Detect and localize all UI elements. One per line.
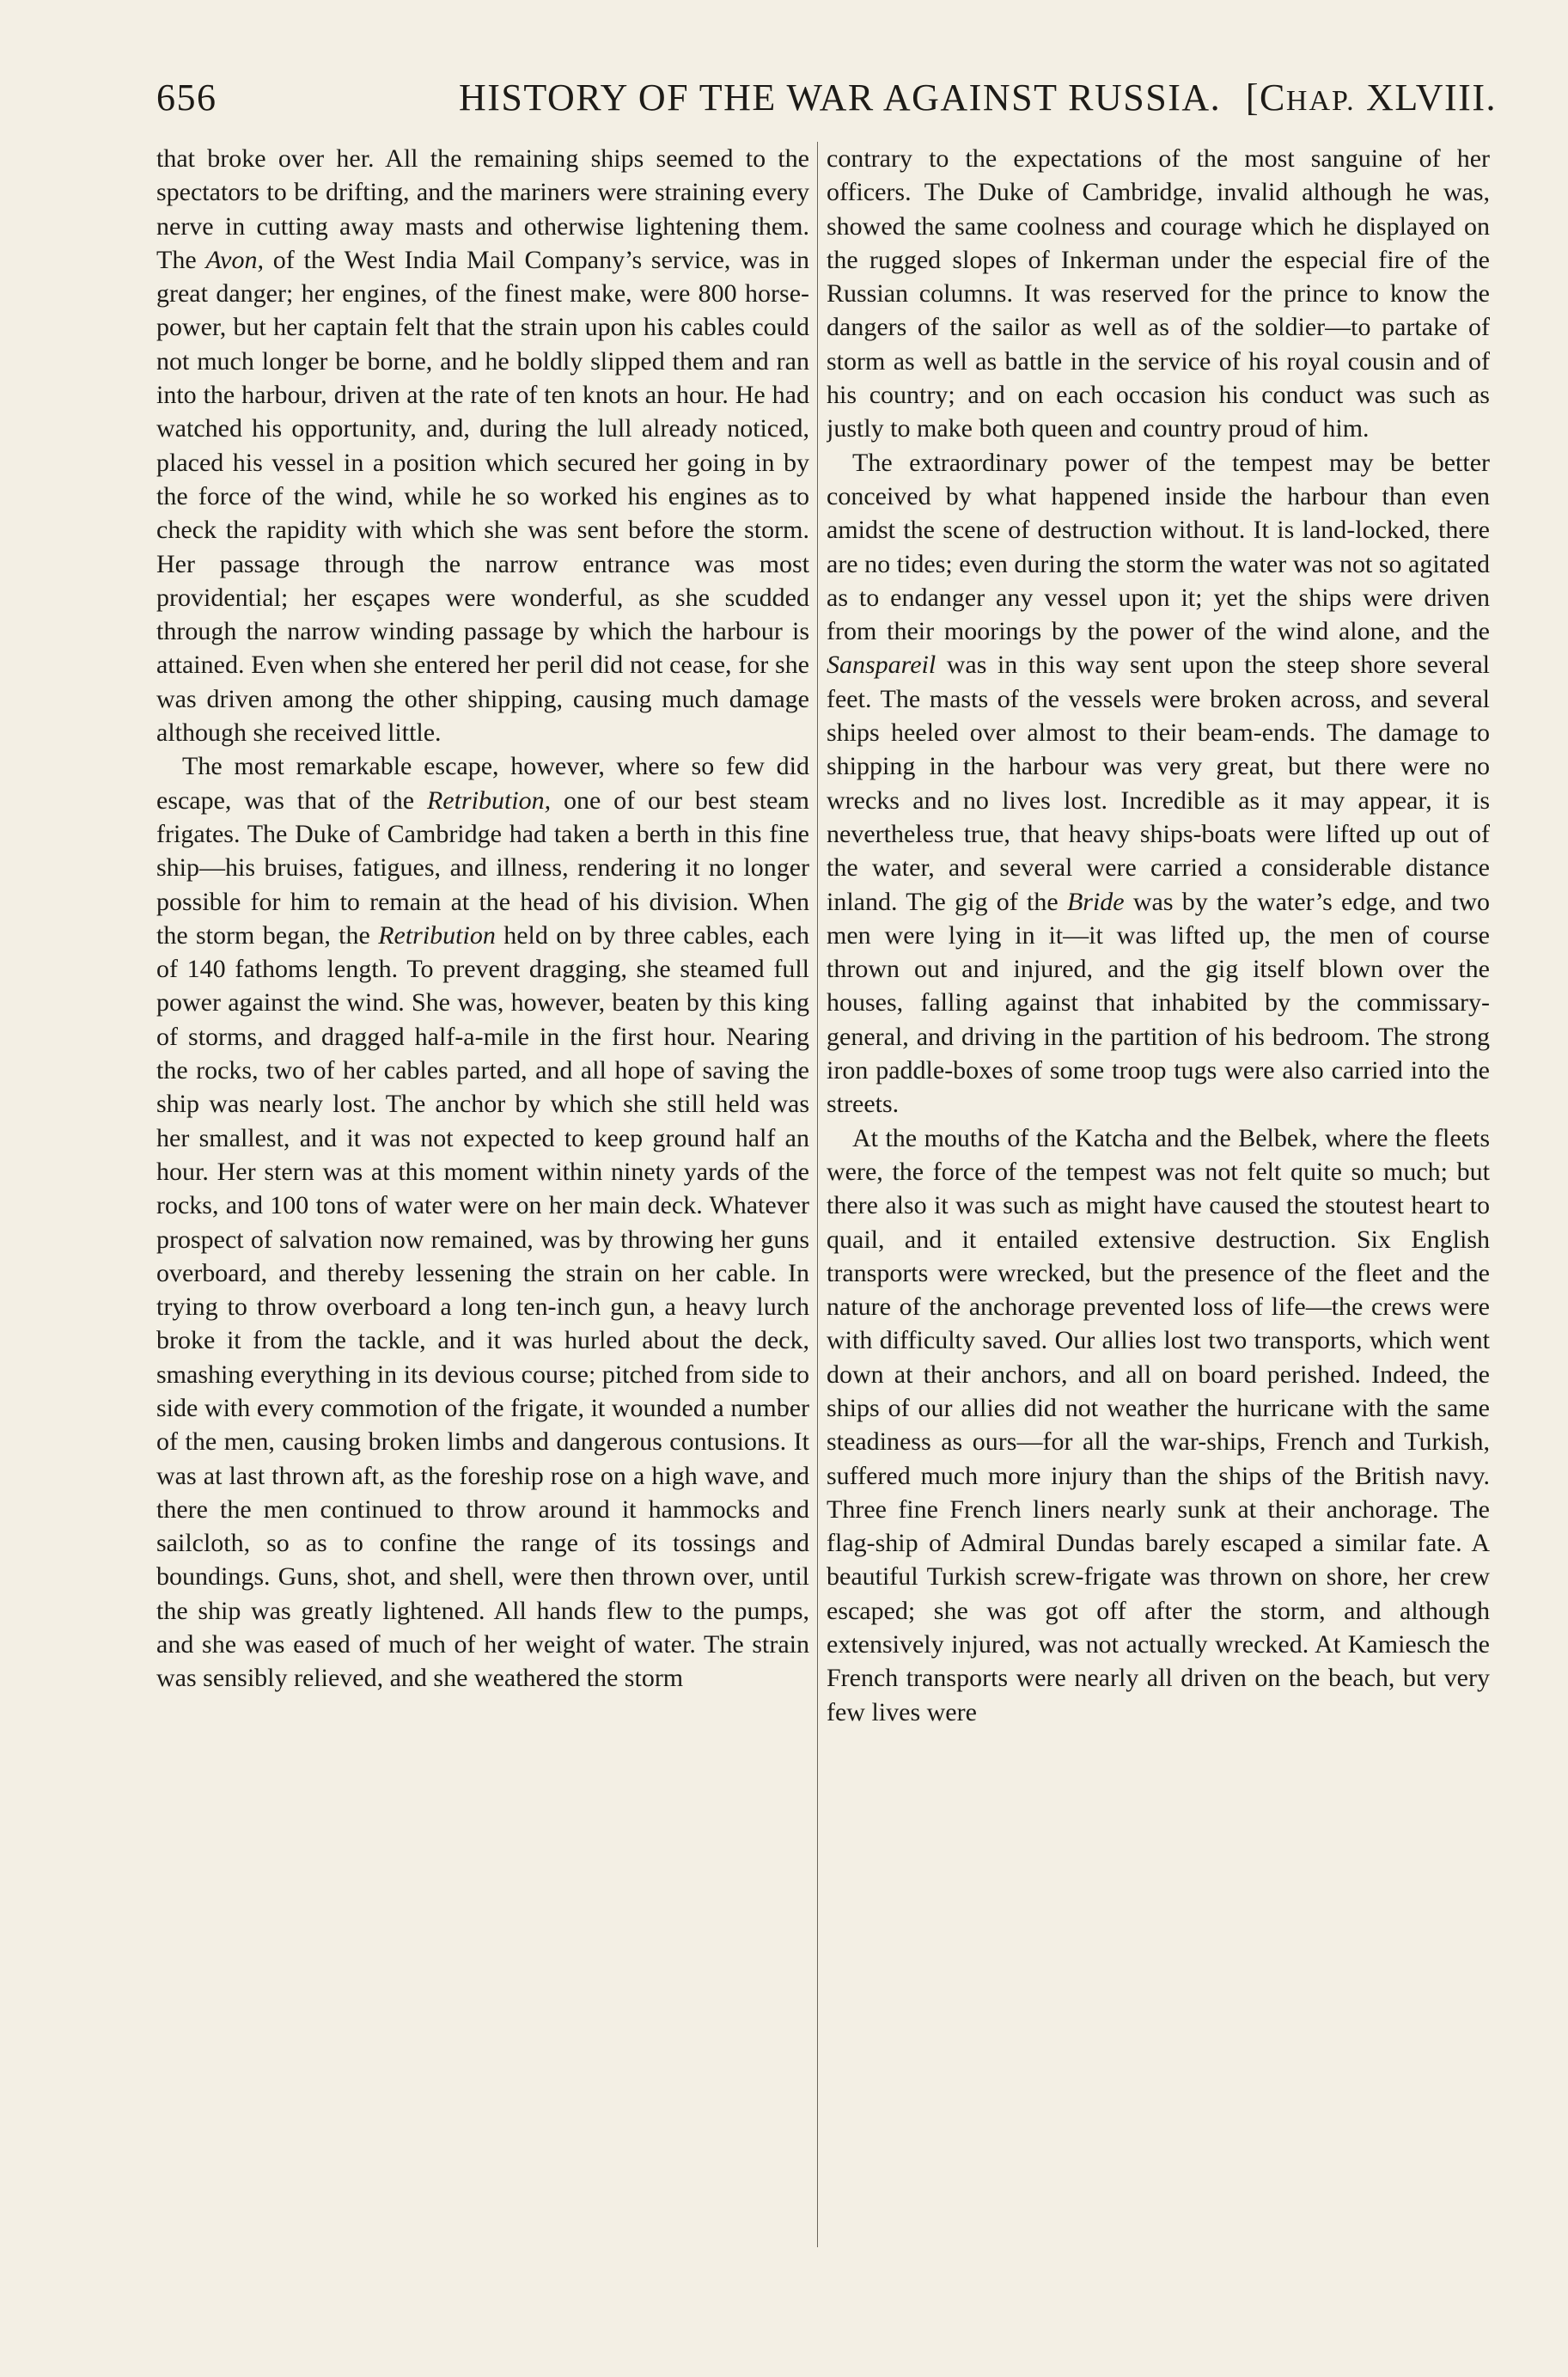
paragraph: that broke over her. All the remaining ships seemed to the spectators to be drifting, and the mariners were straining every nerve in cutting away masts and otherwise lightening them. The Avon, of the West India Mail Company’s service, was in great danger; her engines, of the finest make, were 800 horse-power, but her captain felt that the strain upon his cables could not much longer be borne, and he boldly slipped them and ran into the harbour, driven at the rate of ten knots an hour. He had watched his opportunity, and, during the lull already noticed, placed his vessel in a position which secured her going in by the force of the wind, while he so worked his engines as to check the rapidity with which she was sent before the storm. Her passage through the narrow entrance was most providential; her esçapes were wonderful, as she scudded through the narrow winding passage by which the harbour is attained. Even when she entered her peril did not cease, for she was driven among the other shipping, causing much damage although she received little. — [156, 144, 809, 748]
ship-name: Retribution — [378, 920, 496, 950]
chapter-number: XLVIII. — [1366, 76, 1497, 119]
paragraph: contrary to the expectations of the most sanguine of her officers. The Duke of Cambridge, invalid although he was, showed the same coolness and courage which he displayed on the rugged slopes of Inkerman under the especial fire of the Russian columns. It was reserved for the prince to know the dangers of the sailor as well as of the soldier—to partake of storm as well as battle in the service of his royal cousin and of his country; and on each occasion his conduct was such as justly to make both queen and country proud of him. — [827, 144, 1490, 443]
ship-name: Bride — [1066, 887, 1125, 916]
column-divider — [817, 142, 818, 2247]
page-number: 656 — [156, 76, 217, 119]
running-title: HISTORY OF THE WAR AGAINST RUSSIA. — [459, 76, 1222, 119]
paragraph: The most remarkable escape, however, where so few did escape, was that of the Retribution, one of our best steam frigates. The Duke of Cambridge had taken a berth in this fine ship—his bruises, fatigues, and illness, rendering it no longer possible for him to remain at the head of his division. When the storm began, the Retribution held on by three cables, each of 140 fathoms length. To prevent dragging, she steamed full power against the wind. She was, however, beaten by this king of storms, and dragged half-a-mile in the first hour. Nearing the rocks, two of her cables parted, and all hope of saving the ship was nearly lost. The anchor by which she still held was her smallest, and it was not expected to keep ground half an hour. Her stern was at this moment within ninety yards of the rocks, and 100 tons of water were on her main deck. Whatever prospect of salvation now remained, was by throwing her guns overboard, and thereby lessening the strain on her cable. In trying to throw overboard a long ten-inch gun, a heavy lurch broke it from the tackle, and it was hurled about the deck, smashing everything in its devious course; pitched from side to side with every commotion of the frigate, it wounded a number of the men, causing broken limbs and dangerous contusions. It was at last thrown aft, as the foreship rose on a high wave, and there the men continued to throw around it hammocks and sailcloth, so as to confine the range of its tossings and boundings. Guns, shot, and shell, were then thrown over, until the ship was greatly lightened. All hands flew to the pumps, and she was eased of much of her weight of water. The strain was sensibly relieved, and she weathered the storm — [156, 752, 809, 1693]
paragraph: The extraordinary power of the tempest may be better conceived by what happened inside the harbour than even amidst the scene of destruction without. It is land-locked, there are no tides; even during the storm the water was not so agitated as to endanger any vessel upon it; yet the ships were driven from their moorings by the power of the wind alone, and the Sanspareil was in this way sent upon the steep shore several feet. The masts of the vessels were broken across, and several ships heeled over almost to their beam-ends. The damage to shipping in the harbour was very great, but there were no wrecks and no lives lost. Incredible as it may appear, it is nevertheless true, that heavy ships-boats were lifted up out of the water, and several were carried a considerable distance inland. The gig of the Bride was by the water’s edge, and two men were lying in it—it was lifted up, the men of course thrown out and injured, and the gig itself blown over the houses, falling against that inhabited by the commissary-general, and driving in the partition of his bedroom. The strong iron paddle-boxes of some troop tugs were also carried into the streets. — [827, 448, 1490, 1119]
right-column — [827, 142, 1490, 2256]
running-header — [156, 76, 1497, 127]
paragraph: At the mouths of the Katcha and the Belbek, where the fleets were, the force of the tempest was not felt quite so much; but there also it was such as might have caused the stoutest heart to quail, and it entailed extensive destruction. Six English transports were wrecked, but the presence of the fleet and the nature of the anchorage prevented loss of life—the crews were with difficulty saved. Our allies lost two transports, which went down at their anchors, and all on board perished. Indeed, the ships of our allies did not weather the hurricane with the same steadiness as ours—for all the war-ships, French and Turkish, suffered much more injury than the ships of the British navy. Three fine French liners nearly sunk at their anchorage. The flag-ship of Admiral Dundas barely escaped a similar fate. A beautiful Turkish screw-frigate was thrown on shore, her crew escaped; she was got off after the storm, and although extensively injured, was not actually wrecked. At Kamiesch the French transports were nearly all driven on the beach, but very few lives were — [827, 1123, 1490, 1726]
ship-name: Avon, — [205, 245, 264, 274]
left-column — [156, 142, 809, 2256]
chapter-reference — [1246, 76, 1497, 119]
ship-name: Sanspareil — [827, 651, 937, 680]
chapter-prefix: [C — [1245, 76, 1286, 119]
ship-name: Retribution, — [426, 785, 552, 815]
chapter-smallcaps: HAP. — [1285, 85, 1356, 117]
